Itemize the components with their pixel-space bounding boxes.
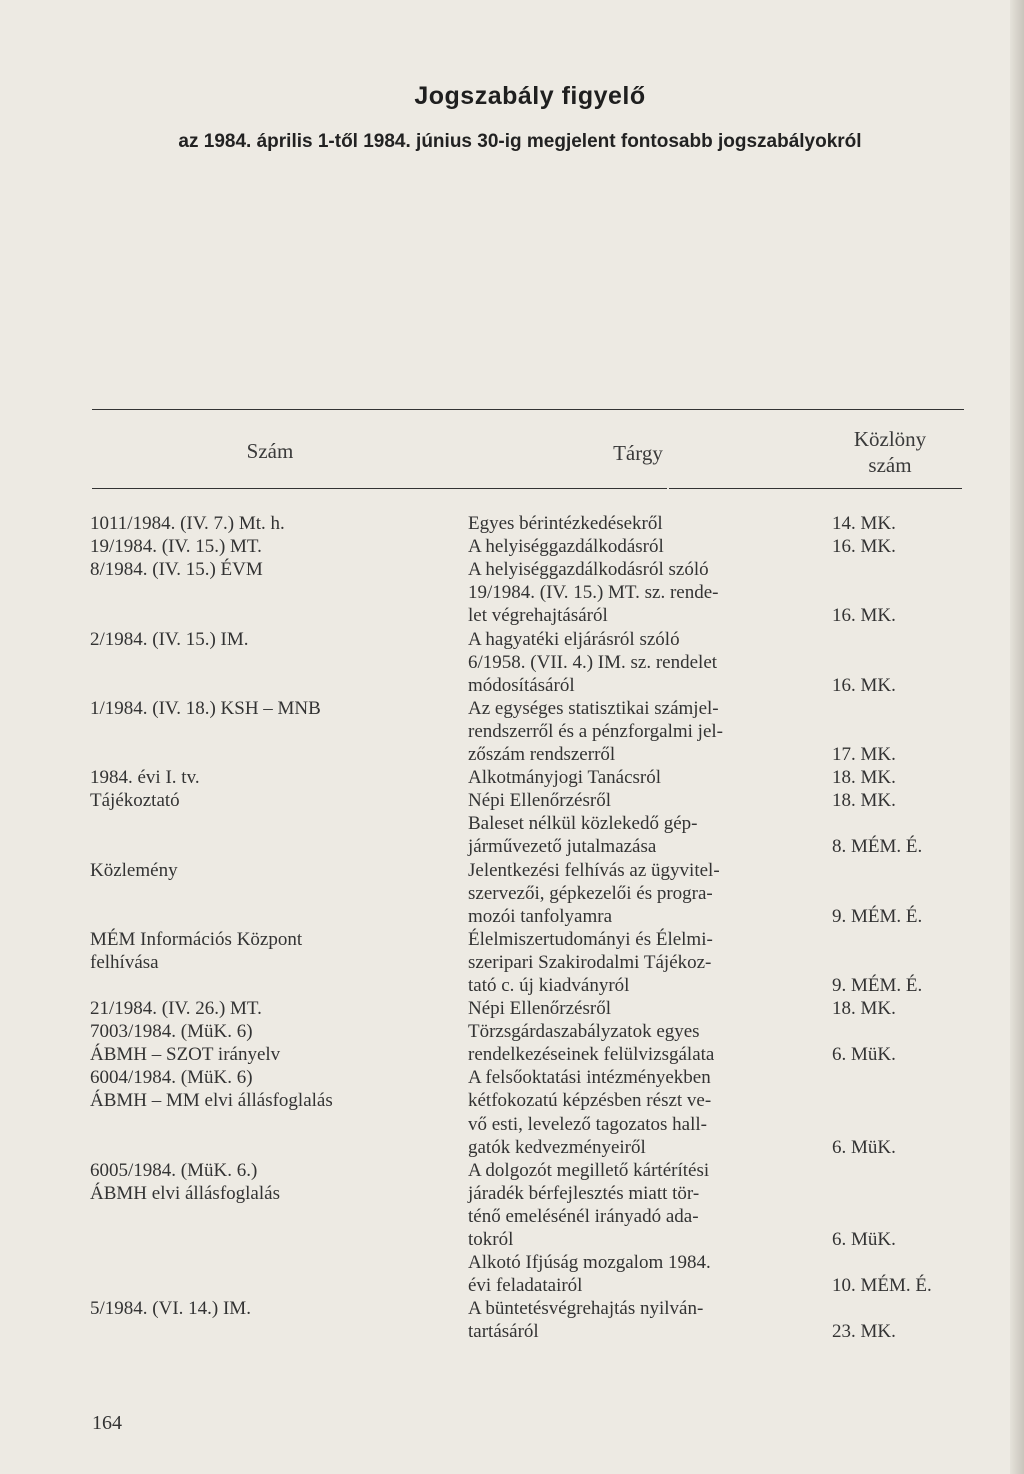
page-edge-shadow xyxy=(1010,0,1024,1474)
row-number-cell xyxy=(90,928,450,974)
row-kozlony-cell: 14. MK. xyxy=(832,513,896,534)
row-subject-line: Élelmiszertudományi és Élelmi- xyxy=(468,928,713,950)
row-subject-line: kétfokozatú képzésben részt ve- xyxy=(468,1090,712,1112)
row-number-line: 5/1984. (VI. 14.) IM. xyxy=(90,1298,251,1320)
row-number-line: 1/1984. (IV. 18.) KSH – MNB xyxy=(90,697,321,719)
row-subject-line: 19/1984. (IV. 15.) MT. sz. rende- xyxy=(468,582,719,604)
column-header-kozlony-line1: Közlöny xyxy=(853,427,927,451)
row-subject-line: rendszerről és a pénzforgalmi jel- xyxy=(468,720,723,742)
row-subject-line: Baleset nélkül közlekedő gép- xyxy=(468,813,698,835)
row-kozlony-cell: 6. MüK. xyxy=(832,1136,896,1158)
row-number-line: Közlemény xyxy=(90,859,178,881)
row-subject-line: zőszám rendszerről xyxy=(468,743,616,765)
row-kozlony-cell: 18. MK. xyxy=(832,998,896,1020)
row-number-line: 6004/1984. (MüK. 6) xyxy=(90,1067,253,1089)
row-subject-cell xyxy=(468,859,813,928)
row-number-cell xyxy=(90,628,450,651)
row-number-cell xyxy=(90,766,450,789)
row-subject-line: rendelkezéseinek felülvizsgálata xyxy=(468,1044,715,1066)
row-subject-cell xyxy=(468,697,813,766)
row-number-cell xyxy=(90,1297,450,1320)
row-subject-line: A helyiséggazdálkodásról xyxy=(468,536,664,558)
row-number-line: Tájékoztató xyxy=(90,790,180,812)
row-number-line: ÁBMH – MM elvi állásfoglalás xyxy=(90,1090,333,1112)
row-subject-line: szeripari Szakirodalmi Tájékoz- xyxy=(468,951,712,973)
row-number-cell xyxy=(90,997,450,1020)
row-kozlony-cell: 8. MÉM. É. xyxy=(832,836,923,858)
row-subject-cell xyxy=(468,535,813,558)
table-header-rule-left xyxy=(92,488,667,489)
row-kozlony-cell: 16. MK. xyxy=(832,605,896,627)
table-top-rule xyxy=(92,409,964,410)
row-subject-cell xyxy=(468,512,813,535)
row-subject-line: Alkotó Ifjúság mozgalom 1984. xyxy=(468,1252,711,1274)
column-header-kozlony xyxy=(820,426,960,478)
row-subject-line: ténő emelésénél irányadó ada- xyxy=(468,1205,699,1227)
row-number-line: ÁBMH – SZOT irányelv xyxy=(90,1044,281,1066)
row-subject-line: Törzsgárdaszabályzatok egyes xyxy=(468,1021,700,1043)
row-subject-line: tató c. új kiadványról xyxy=(468,974,630,996)
row-number-line: 6005/1984. (MüK. 6.) xyxy=(90,1159,258,1181)
row-subject-line: vő esti, levelező tagozatos hall- xyxy=(468,1113,707,1135)
row-number-cell xyxy=(90,512,450,535)
row-number-cell xyxy=(90,789,450,812)
row-subject-line: Egyes bérintézkedésekről xyxy=(468,513,663,534)
row-kozlony-cell: 16. MK. xyxy=(832,674,896,696)
row-subject-cell xyxy=(468,628,813,697)
row-subject-line: A felsőoktatási intézményekben xyxy=(468,1067,711,1089)
row-subject-cell xyxy=(468,812,813,858)
row-subject-cell xyxy=(468,1297,813,1343)
row-kozlony-cell: 9. MÉM. É. xyxy=(832,974,923,996)
row-subject-cell xyxy=(468,789,813,812)
row-number-line: 1011/1984. (IV. 7.) Mt. h. xyxy=(90,513,285,534)
row-number-cell xyxy=(90,859,450,882)
page-title: Jogszabály figyelő xyxy=(414,82,646,110)
row-subject-line: 6/1958. (VII. 4.) IM. sz. rendelet xyxy=(468,651,718,673)
row-subject-cell xyxy=(468,1251,813,1297)
row-number-line: 21/1984. (IV. 26.) MT. xyxy=(90,998,262,1020)
row-kozlony-cell: 23. MK. xyxy=(832,1321,896,1343)
row-kozlony-cell: 10. MÉM. É. xyxy=(832,1275,932,1297)
row-subject-line: szervezői, gépkezelői és progra- xyxy=(468,882,713,904)
column-header-szam: Szám xyxy=(246,439,294,463)
row-subject-cell xyxy=(468,1159,813,1251)
row-subject-line: tartásáról xyxy=(468,1321,539,1343)
row-number-line: ÁBMH elvi állásfoglalás xyxy=(90,1182,280,1204)
row-kozlony-cell: 16. MK. xyxy=(832,536,896,558)
page-subtitle: az 1984. április 1-től 1984. június 30-ig megjelent fontosabb jogszabályokról xyxy=(178,131,862,152)
column-header-targy: Tárgy xyxy=(613,441,663,465)
row-kozlony-cell: 18. MK. xyxy=(832,767,896,789)
row-kozlony-cell: 18. MK. xyxy=(832,790,896,812)
row-subject-line: mozói tanfolyamra xyxy=(468,905,613,927)
row-number-cell xyxy=(90,535,450,558)
row-subject-cell xyxy=(468,997,813,1020)
row-number-cell xyxy=(90,1020,450,1066)
row-subject-line: A helyiséggazdálkodásról szóló xyxy=(468,559,709,581)
row-subject-line: A büntetésvégrehajtás nyilván- xyxy=(468,1298,704,1320)
row-number-line: 8/1984. (IV. 15.) ÉVM xyxy=(90,559,263,581)
row-number-line: 7003/1984. (MüK. 6) xyxy=(90,1021,253,1043)
row-subject-line: Alkotmányjogi Tanácsról xyxy=(468,767,662,789)
row-number-line: felhívása xyxy=(90,951,159,973)
row-kozlony-cell: 6. MüK. xyxy=(832,1044,896,1066)
row-number-cell xyxy=(90,697,450,720)
row-number-line: 2/1984. (IV. 15.) IM. xyxy=(90,628,249,650)
row-subject-line: járadék bérfejlesztés miatt tör- xyxy=(468,1182,700,1204)
row-kozlony-cell: 17. MK. xyxy=(832,743,896,765)
row-number-line: MÉM Információs Központ xyxy=(90,928,303,950)
row-subject-line: Népi Ellenőrzésről xyxy=(468,998,611,1020)
row-subject-line: módosításáról xyxy=(468,674,575,696)
row-subject-cell xyxy=(468,1066,813,1158)
row-subject-line: A dolgozót megillető kártérítési xyxy=(468,1159,710,1181)
table-header-rule-right xyxy=(669,488,962,489)
row-subject-line: Jelentkezési felhívás az ügyvitel- xyxy=(468,859,720,881)
row-subject-cell xyxy=(468,1020,813,1066)
row-subject-line: A hagyatéki eljárásról szóló xyxy=(468,628,680,650)
row-subject-cell xyxy=(468,766,813,789)
row-subject-line: járművezető jutalmazása xyxy=(468,836,657,858)
page-number: 164 xyxy=(92,1412,122,1434)
row-subject-line: Az egységes statisztikai számjel- xyxy=(468,697,719,719)
row-kozlony-cell: 9. MÉM. É. xyxy=(832,905,923,927)
row-subject-line: let végrehajtásáról xyxy=(468,605,608,627)
row-kozlony-cell: 6. MüK. xyxy=(832,1229,896,1251)
row-number-cell xyxy=(90,1066,450,1112)
row-subject-cell xyxy=(468,558,813,627)
row-subject-line: tokról xyxy=(468,1229,514,1251)
column-header-kozlony-line2: szám xyxy=(868,453,912,477)
row-number-line: 19/1984. (IV. 15.) MT. xyxy=(90,536,262,558)
row-subject-line: Népi Ellenőrzésről xyxy=(468,790,611,812)
row-number-cell xyxy=(90,1159,450,1205)
row-subject-line: gatók kedvezményeiről xyxy=(468,1136,646,1158)
row-number-cell xyxy=(90,558,450,581)
row-number-line: 1984. évi I. tv. xyxy=(90,767,200,789)
row-subject-line: évi feladatairól xyxy=(468,1275,583,1297)
row-subject-cell xyxy=(468,928,813,997)
